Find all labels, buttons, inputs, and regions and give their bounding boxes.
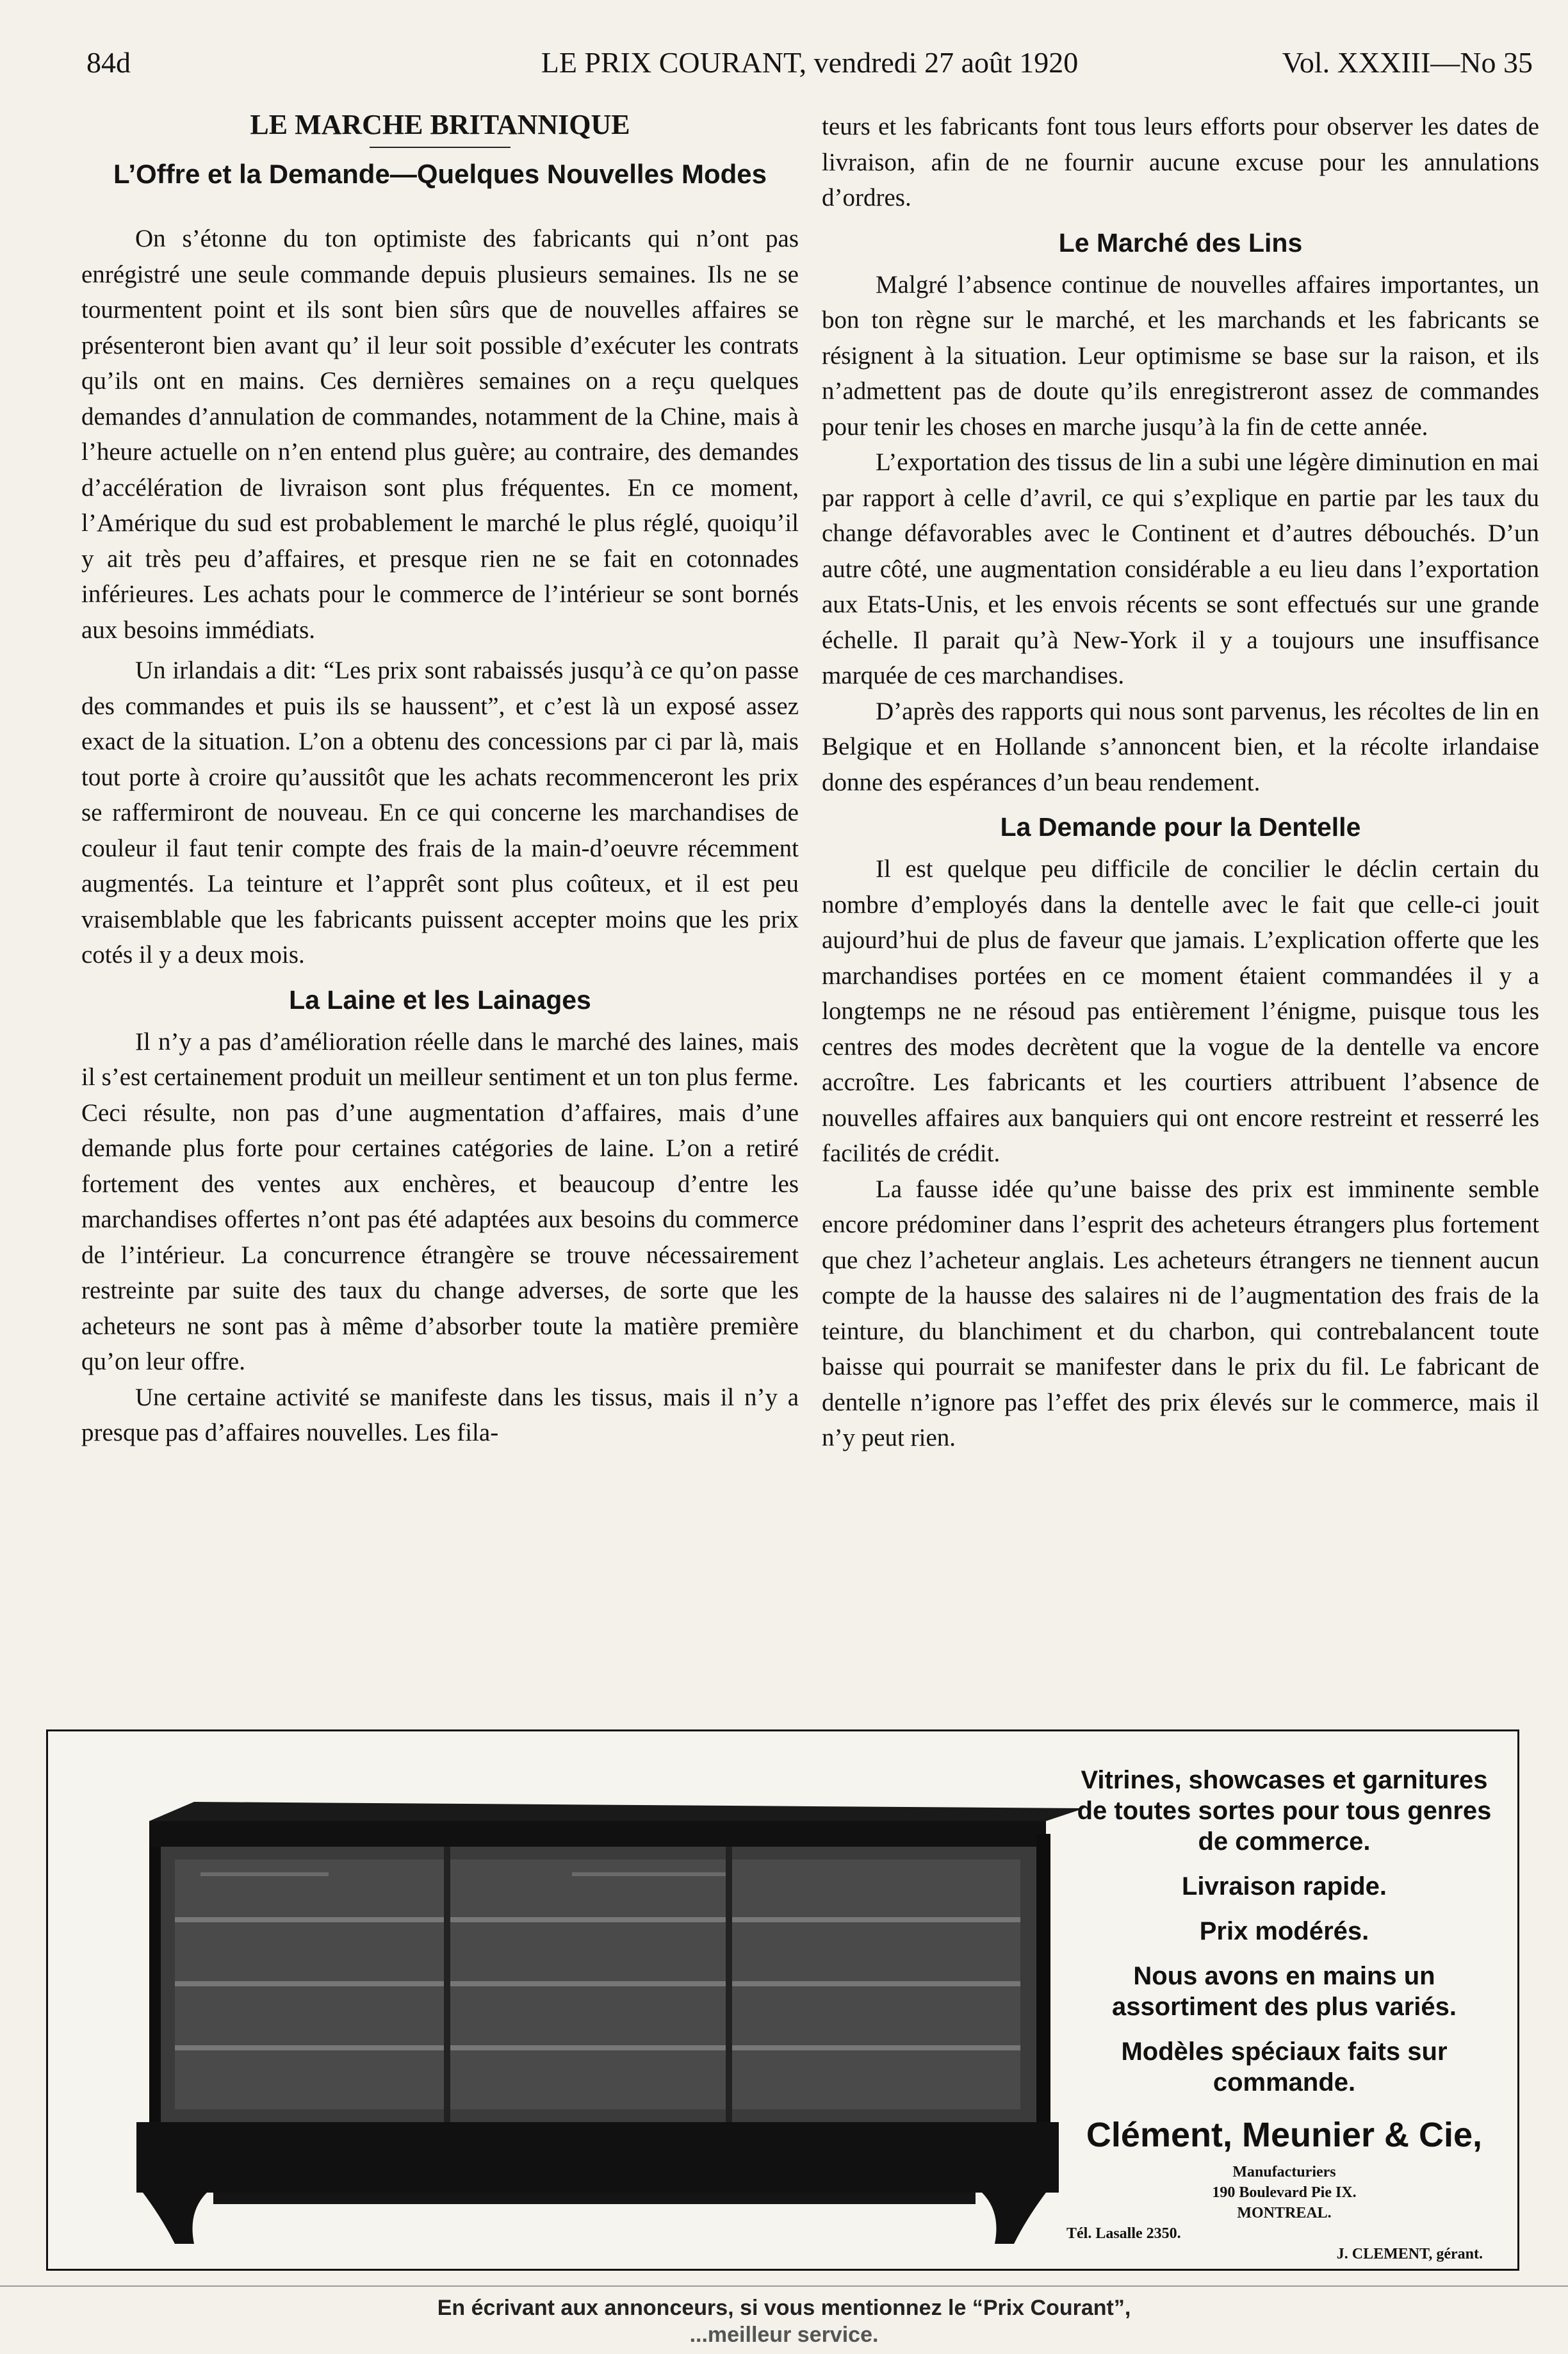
- paragraph: Une certaine activité se manifeste dans les tissus, mais il n’y a presque pas d’affaires nouvelles. Les fila-: [81, 1383, 799, 1446]
- company-role: Manufacturiers: [1232, 2164, 1336, 2180]
- advertisement-text: [1066, 1765, 1502, 2262]
- showcase-advertisement: [46, 1729, 1519, 2271]
- ad-line: Vitrines, showcases et garnitures de toutes sortes pour tous genres de commerce.: [1077, 1766, 1492, 1856]
- left-column: [81, 106, 799, 1451]
- ad-line: Nous avons en mains un assortiment des plus variés.: [1111, 1962, 1457, 2021]
- volume-number: Vol. XXXIII—No 35: [1282, 46, 1533, 79]
- paragraph-continued: teurs et les fabricants font tous leurs efforts pour observer les dates de livraison, afin de ne fournir aucune excuse pour les annulations d’ordres.: [822, 113, 1539, 211]
- paragraph: Il n’y a pas d’amélioration réelle dans le marché des laines, mais il s’est certainement produit un meilleur sentiment et un ton plus ferme. Ceci résulte, non pas d’une augmentation d’affaires, mais d’une demande plus forte pour certaines catégories de laine. L’on a retiré fortement des ventes aux enchères, et beaucoup d’entre les marchandises offertes n’ont pas été adaptées aux besoins du commerce de l’intérieur. La concurrence étrangère se trouve nécessairement restreinte par suite des taux du change adverses, de sorte que les acheteurs ne sont pas à même d’absorber toute la matière première qu’on leur offre.: [81, 1027, 799, 1375]
- company-city: MONTREAL.: [1237, 2205, 1332, 2221]
- section-heading-lins: Le Marché des Lins: [1058, 227, 1303, 257]
- ad-line: Livraison rapide.: [1181, 1872, 1387, 1900]
- footer-line: En écrivant aux annonceurs, si vous mentionnez le “Prix Courant”,: [437, 2296, 1131, 2320]
- section-heading-laine: La Laine et les Lainages: [289, 985, 591, 1015]
- page-number: 84d: [86, 46, 131, 79]
- page-edge-divider: [0, 2285, 1568, 2287]
- paragraph: Il est quelque peu difficile de concilier le déclin certain du nombre d’employés dans la dentelle avec le fait que celle-ci jouit aujourd’hui de plus de faveur que jamais. L’explication offerte que les marchandises portées en ce moment étaient commandées il y a longtemps ne ne résoud pas entièrement l’énigme, puisque tous les centres des modes decrètent que la vogue de la dentelle va encore accroître. Les fabricants et les courtiers attribuent l’absence de nouvelles affaires aux banquiers qui ont encore restreint et resserré les facilités de crédit.: [822, 855, 1539, 1167]
- page-header: [86, 40, 1533, 86]
- phone-number: Tél. Lasalle 2350.: [1066, 2225, 1181, 2242]
- right-column: [822, 109, 1539, 1456]
- paragraph: Un irlandais a dit: “Les prix sont rabaissés jusqu’à ce qu’on passe des commandes et puis ils se haussent”, et c’est là un exposé assez exact de la situation. L’on a obtenu des concessions par ci par là, mais tout porte à croire qu’aussitôt que les achats recommenceront les prix se raffermiront de nouveau. En ce qui concerne les marchandises de couleur il faut tenir compte des frais de la main-d’oeuvre récemment augmentés. La teinture et l’apprêt sont plus coûteux, et il est peu vraisemblable que les fabricants puissent accepter moins que les prix cotés il y a deux mois.: [81, 657, 799, 969]
- publication-title: LE PRIX COURANT, vendredi 27 août 1920: [541, 46, 1079, 79]
- paragraph: On s’étonne du ton optimiste des fabricants qui n’ont pas enrégistré une seule commande depuis plusieurs semaines. Ils ne se tourmentent point et ils sont bien sûrs que de nouvelles affaires se présenteront bien avant qu’ il leur soit possible d’exécuter les contrats qu’ils ont en mains. Ces dernières semaines on a reçu quelques demandes d’annulation de commandes, notamment de la Chine, mais à l’heure actuelle on n’en entend plus guère; au contraire, des demandes d’accélération de livraison sont plus fréquentes. En ce moment, l’Amérique du sud est probablement le marché le plus réglé, quoiqu’il y ait très peu d’affaires, et presque rien ne se fait en cotonnades inférieures. Les achats pour le commerce de l’intérieur se sont bornés aux besoins immédiats.: [81, 225, 799, 644]
- paragraph: La fausse idée qu’une baisse des prix est imminente semble encore prédominer dans l’esprit des acheteurs étrangers plus fortement que chez l’acheteur anglais. Les acheteurs étrangers ne tiennent aucun compte de la hausse des salaires ni de l’augmentation des frais de la teinture, du blanchiment et du charbon, qui contrebalancent toute baisse qui pourrait se manifester dans le prix du fil. Le fabricant de dentelle n’ignore pas l’effet des prix élevés sur le commerce, mais il n’y peut rien.: [822, 1175, 1539, 1451]
- article-subtitle: L’Offre et la Demande—Quelques Nouvelles Modes: [113, 159, 767, 189]
- paragraph: D’après des rapports qui nous sont parvenus, les récoltes de lin en Belgique et en Hollande s’annoncent bien, et la récolte irlandaise donne des espérances d’un beau rendement.: [822, 697, 1539, 796]
- article-title: LE MARCHE BRITANNIQUE: [250, 109, 630, 140]
- page-footer: [0, 2294, 1568, 2348]
- company-name: Clément, Meunier & Cie,: [1086, 2116, 1483, 2154]
- footer-line: ...meilleur service.: [689, 2323, 879, 2347]
- company-address: 190 Boulevard Pie IX.: [1212, 2184, 1357, 2201]
- title-divider: [370, 147, 510, 148]
- manager-name: J. CLEMENT, gérant.: [1336, 2246, 1483, 2262]
- ad-line: Modèles spéciaux faits sur commande.: [1121, 2038, 1448, 2097]
- ad-line: Prix modérés.: [1199, 1917, 1369, 1945]
- paragraph: L’exportation des tissus de lin a subi une légère diminution en mai par rapport à celle d’avril, ce qui s’explique en partie par les taux du change défavorables avec le Continent et d’autres débouchés. D’un autre côté, une augmentation considérable a eu lieu dans l’exportation aux Etats-Unis, et les envois récents se sont effectués sur une grande échelle. Il parait qu’à New-York il y a toujours une insuffisance marquée de ces marchandises.: [822, 448, 1539, 689]
- paragraph: Malgré l’absence continue de nouvelles affaires importantes, un bon ton règne sur le marché, et les marchands et les fabricants se résignent à la situation. Leur optimisme se base sur la raison, et ils n’admettent pas de doute qu’ils enregistreront assez de commandes pour tenir les choses en marche jusqu’à la fin de cette année.: [822, 270, 1539, 441]
- section-heading-dentelle: La Demande pour la Dentelle: [1000, 812, 1361, 842]
- showcase-photo: [124, 1783, 1097, 2250]
